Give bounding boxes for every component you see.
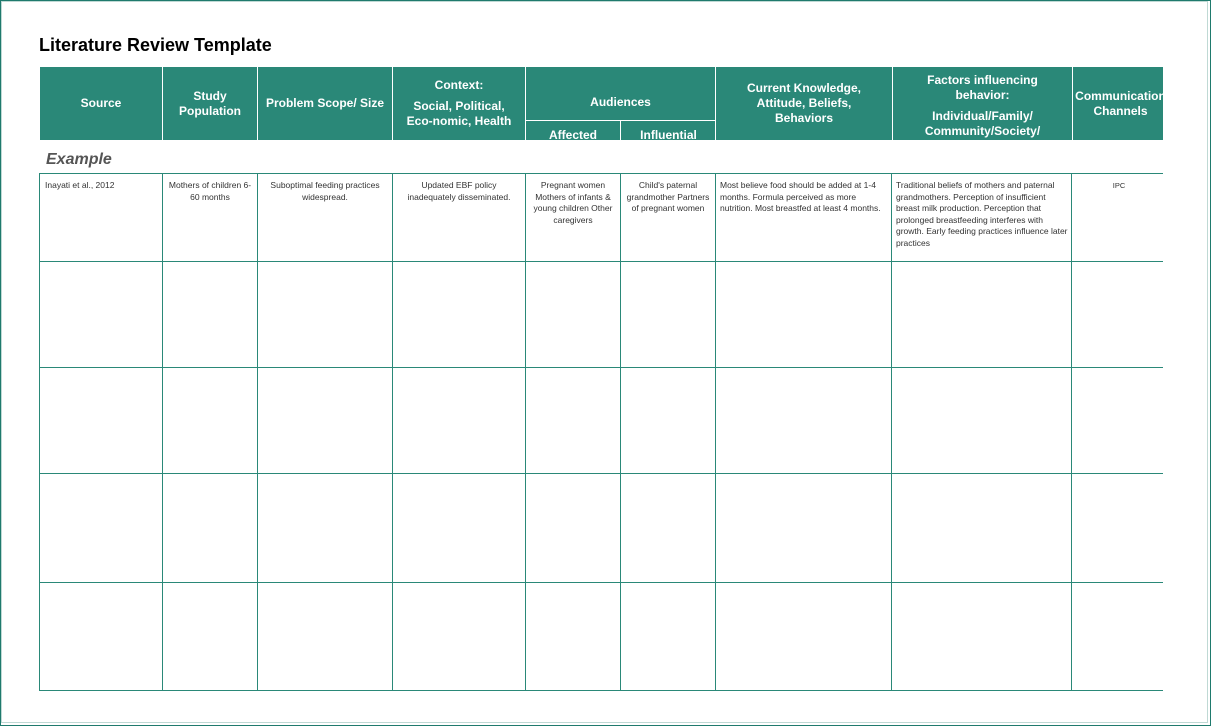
header-affected: Affected: [526, 120, 621, 150]
page-title: Literature Review Template: [39, 35, 272, 55]
header-study-population: Study Population: [163, 67, 258, 140]
example-influential: Child's paternal grandmother Partners of pregnant women: [626, 180, 710, 213]
example-source: Inayati et al., 2012: [45, 180, 115, 190]
grid-hline: [39, 473, 1163, 474]
header-context-title: Context:: [434, 78, 484, 92]
header-source: Source: [40, 67, 163, 140]
example-label: Example: [46, 151, 112, 168]
grid-vline: [525, 173, 526, 691]
grid-vline: [39, 173, 40, 691]
grid-vline: [715, 173, 716, 691]
example-communication: IPC: [1112, 181, 1126, 190]
header-communication: [1073, 67, 1168, 140]
header-context-sub: Social, Political, Eco-nomic, Health: [406, 99, 512, 128]
header-factors-sub: Individual/Family/ Community/Society/ Health System: [924, 109, 1041, 153]
header-problem-scope: Problem Scope/ Size: [258, 67, 393, 140]
grid-hline: [39, 690, 1163, 691]
example-problem-scope: Suboptimal feeding practices widespread.: [270, 180, 380, 202]
grid-vline: [392, 173, 393, 691]
header-factors-title: Factors influencing behavior:: [927, 73, 1038, 102]
example-current-knowledge: Most believe food should be added at 1-4 months. Formula perceived as more nutrition. Most breastfed at least 4 months.: [720, 180, 881, 213]
example-context: Updated EBF policy inadequately disseminated.: [407, 180, 511, 202]
example-study-population: Mothers of children 6-60 months: [168, 180, 252, 202]
grid-vline: [620, 173, 621, 691]
header-context: [393, 67, 526, 140]
grid-vline: [891, 173, 892, 691]
grid-vline: [162, 173, 163, 691]
example-factors: Traditional beliefs of mothers and paternal grandmothers. Perception of insufficient breast milk production. Perception that prolonged breastfeeding interferes with growth. Early feeding practices influence later practices: [896, 180, 1068, 248]
grid-vline: [257, 173, 258, 691]
grid-hline: [39, 582, 1163, 583]
example-affected: Pregnant women Mothers of infants & young children Other caregivers: [533, 180, 613, 225]
grid-hline: [39, 367, 1163, 368]
header-factors: [893, 67, 1073, 153]
table-body: [39, 173, 1163, 691]
header-current-knowledge: Current Knowledge, Attitude, Beliefs, Behaviors: [716, 67, 893, 140]
table-header: [40, 67, 1166, 153]
header-audiences: Audiences: [526, 67, 716, 140]
grid-hline: [39, 173, 1163, 174]
grid-hline: [39, 261, 1163, 262]
header-influential: Influential: [640, 128, 697, 142]
grid-vline: [1071, 173, 1072, 691]
header-communication-label: Communication Channels: [1075, 88, 1166, 118]
